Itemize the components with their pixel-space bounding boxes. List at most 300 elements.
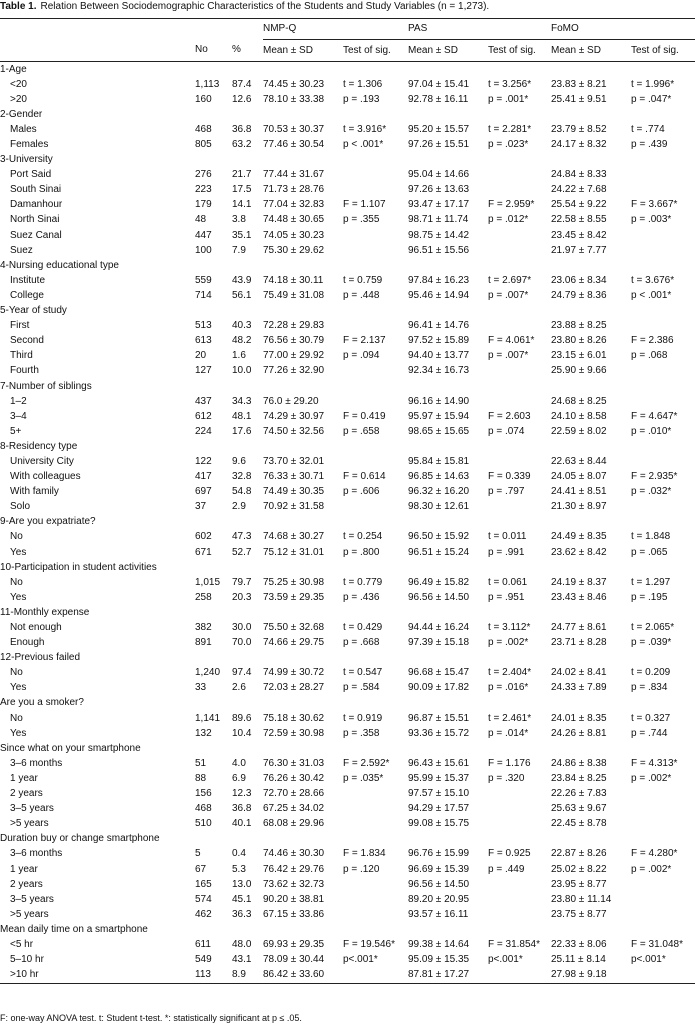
- count-cell: 132: [195, 727, 212, 739]
- fomo-mean-cell: 23.80 ± 8.26: [551, 335, 607, 347]
- fomo-mean-cell: 25.02 ± 8.22: [551, 863, 607, 875]
- row-label: >20: [10, 93, 27, 105]
- pas-mean-cell: 96.16 ± 14.90: [408, 395, 470, 407]
- pas-sig-cell: [488, 500, 551, 515]
- pas-sig-cell: p = .002*: [488, 637, 529, 649]
- fomo-sig-cell: p = .744: [631, 727, 668, 739]
- row-label: No: [10, 531, 23, 543]
- row-label: 3–4: [10, 410, 27, 422]
- nmpq-sig-cell: [343, 968, 408, 984]
- percent-cell: 48.1: [232, 410, 252, 422]
- nmpq-mean-cell: 71.73 ± 28.76: [263, 184, 325, 196]
- pas-sig-cell: [488, 183, 551, 198]
- category-label: 3-University: [0, 154, 53, 166]
- table-row: [0, 122, 695, 137]
- pas-mean-cell: 95.84 ± 15.81: [408, 455, 470, 467]
- pas-mean-cell: 98.71 ± 11.74: [408, 214, 469, 226]
- pas-sig-cell: p = .320: [488, 772, 525, 784]
- percent-cell: 17.6: [232, 425, 252, 437]
- results-table: [0, 18, 695, 984]
- table-row: [0, 787, 695, 802]
- count-cell: 51: [195, 757, 207, 769]
- fomo-sig-cell: [631, 394, 695, 409]
- table-row: [0, 937, 695, 952]
- table-row: [0, 968, 695, 984]
- pas-sig-cell: t = 2.281*: [488, 123, 532, 135]
- nmpq-mean-cell: 78.10 ± 33.38: [263, 93, 325, 105]
- nmpq-sig-cell: p = .448: [343, 289, 380, 301]
- fomo-mean-cell: 22.33 ± 8.06: [551, 938, 607, 950]
- category-label: 9-Are you expatriate?: [0, 516, 96, 528]
- category-label: Duration buy or change smartphone: [0, 833, 160, 845]
- nmpq-mean-cell: 74.18 ± 30.11: [263, 274, 324, 286]
- count-cell: 276: [195, 169, 212, 181]
- category-label: Mean daily time on a smartphone: [0, 923, 148, 935]
- nmpq-sig-cell: t = 1.306: [343, 78, 383, 90]
- percent-cell: 21.7: [232, 169, 252, 181]
- pas-mean-cell: 96.76 ± 15.99: [408, 848, 470, 860]
- table-row: [0, 862, 695, 877]
- nmpq-sig-cell: p = .606: [343, 486, 380, 498]
- pas-sig-cell: [488, 968, 551, 984]
- header-col-row: [0, 40, 695, 62]
- nmpq-sig-cell: p = .668: [343, 637, 380, 649]
- pas-sig-cell: F = 0.925: [488, 848, 531, 860]
- table-row: [0, 424, 695, 439]
- table-row: [0, 636, 695, 651]
- row-label: Suez: [10, 244, 33, 256]
- category-label: 10-Participation in student activities: [0, 561, 157, 573]
- percent-cell: 2.6: [232, 682, 246, 694]
- pas-sig-cell: t = 2.697*: [488, 274, 532, 286]
- count-cell: 258: [195, 591, 212, 603]
- nmpq-sig-cell: [343, 364, 408, 379]
- table-row: [0, 454, 695, 469]
- fomo-sig-cell: p = .039*: [631, 637, 672, 649]
- fomo-mean-cell: 24.19 ± 8.37: [551, 576, 607, 588]
- nmpq-sig-cell: [343, 319, 408, 334]
- nmpq-mean-cell: 75.50 ± 32.68: [263, 622, 325, 634]
- fomo-sig-cell: p = .032*: [631, 486, 672, 498]
- fomo-mean-cell: 24.77 ± 8.61: [551, 622, 607, 634]
- fomo-sig-cell: [631, 787, 695, 802]
- fomo-mean-cell: 22.63 ± 8.44: [551, 455, 607, 467]
- row-label: 1 year: [10, 863, 38, 875]
- table-row: [0, 470, 695, 485]
- col-header-mean-pas: Mean ± SD: [408, 40, 488, 62]
- nmpq-sig-cell: [343, 787, 408, 802]
- nmpq-mean-cell: 76.30 ± 31.03: [263, 757, 325, 769]
- fomo-sig-cell: p = .002*: [631, 863, 672, 875]
- count-cell: 88: [195, 772, 207, 784]
- col-header-pct: %: [232, 40, 263, 62]
- pas-sig-cell: F = 0.339: [488, 471, 531, 483]
- pas-sig-cell: p = .797: [488, 486, 525, 498]
- percent-cell: 36.3: [232, 908, 252, 920]
- nmpq-mean-cell: 76.33 ± 30.71: [263, 471, 325, 483]
- fomo-sig-cell: p = .195: [631, 591, 668, 603]
- pas-sig-cell: p = .074: [488, 425, 525, 437]
- table-row: [0, 892, 695, 907]
- row-label: 3–5 years: [10, 803, 54, 815]
- pas-mean-cell: 96.50 ± 15.92: [408, 531, 470, 543]
- pas-mean-cell: 94.29 ± 17.57: [408, 803, 470, 815]
- percent-cell: 7.9: [232, 244, 246, 256]
- nmpq-sig-cell: t = 3.916*: [343, 123, 387, 135]
- table-row: [0, 243, 695, 258]
- fomo-mean-cell: 24.33 ± 7.89: [551, 682, 607, 694]
- nmpq-sig-cell: [343, 454, 408, 469]
- fomo-sig-cell: [631, 817, 695, 832]
- fomo-mean-cell: 24.84 ± 8.33: [551, 169, 607, 181]
- count-cell: 462: [195, 908, 212, 920]
- count-cell: 510: [195, 818, 212, 830]
- nmpq-mean-cell: 73.70 ± 32.01: [263, 455, 325, 467]
- pas-mean-cell: 95.97 ± 15.94: [408, 410, 470, 422]
- pas-mean-cell: 97.04 ± 15.41: [408, 78, 470, 90]
- category-label: Since what on your smartphone: [0, 742, 141, 754]
- fomo-sig-cell: [631, 968, 695, 984]
- table-row: [0, 183, 695, 198]
- category-row: [0, 605, 695, 620]
- fomo-mean-cell: 23.06 ± 8.34: [551, 274, 607, 286]
- percent-cell: 40.3: [232, 320, 252, 332]
- row-label: Fourth: [10, 365, 39, 377]
- category-label: 8-Residency type: [0, 440, 78, 452]
- row-label: >10 hr: [0, 968, 195, 984]
- pas-mean-cell: 92.78 ± 16.11: [408, 93, 469, 105]
- row-label: Suez Canal: [10, 229, 62, 241]
- percent-cell: 30.0: [232, 622, 252, 634]
- pas-mean-cell: 97.39 ± 15.18: [408, 637, 470, 649]
- row-label: Males: [10, 123, 37, 135]
- table-row: [0, 92, 695, 107]
- fomo-mean-cell: 23.75 ± 8.77: [551, 908, 607, 920]
- count-cell: 1,240: [195, 667, 221, 679]
- fomo-mean-cell: 23.84 ± 8.25: [551, 772, 607, 784]
- nmpq-sig-cell: [343, 892, 408, 907]
- row-label: North Sinai: [10, 214, 60, 226]
- nmpq-mean-cell: 74.46 ± 30.30: [263, 848, 325, 860]
- pas-mean-cell: 97.52 ± 15.89: [408, 335, 470, 347]
- nmpq-sig-cell: F = 1.107: [343, 199, 386, 211]
- category-row: [0, 651, 695, 666]
- row-label: No: [10, 667, 23, 679]
- row-label: >5 years: [10, 818, 49, 830]
- pas-sig-cell: [488, 454, 551, 469]
- percent-cell: 70.0: [232, 637, 252, 649]
- fomo-sig-cell: F = 2.935*: [631, 471, 678, 483]
- nmpq-mean-cell: 74.68 ± 30.27: [263, 531, 325, 543]
- table-row: [0, 485, 695, 500]
- nmpq-sig-cell: [343, 394, 408, 409]
- percent-cell: 12.6: [232, 93, 252, 105]
- fomo-mean-cell: 27.98 ± 9.18: [551, 968, 631, 984]
- nmpq-mean-cell: 77.00 ± 29.92: [263, 350, 325, 362]
- nmpq-mean-cell: 73.62 ± 32.73: [263, 878, 325, 890]
- row-label: 2 years: [10, 788, 43, 800]
- count-cell: 160: [195, 93, 212, 105]
- nmpq-sig-cell: t = 0.429: [343, 622, 383, 634]
- table-row: [0, 681, 695, 696]
- fomo-sig-cell: [631, 877, 695, 892]
- row-label: >5 years: [10, 908, 49, 920]
- count-cell: 417: [195, 471, 212, 483]
- category-row: [0, 439, 695, 454]
- percent-cell: 48.0: [232, 938, 252, 950]
- category-row: [0, 741, 695, 756]
- nmpq-sig-cell: p = .358: [343, 727, 380, 739]
- count-cell: 891: [195, 637, 212, 649]
- row-label: 5–10 hr: [10, 954, 44, 966]
- row-label: Solo: [10, 501, 31, 513]
- count-cell: 113: [195, 968, 232, 984]
- pas-sig-cell: p<.001*: [488, 954, 523, 966]
- fomo-mean-cell: 24.79 ± 8.36: [551, 289, 607, 301]
- percent-cell: 8.9: [232, 968, 263, 984]
- nmpq-mean-cell: 77.04 ± 32.83: [263, 199, 325, 211]
- table-row: [0, 802, 695, 817]
- nmpq-sig-cell: [343, 243, 408, 258]
- nmpq-sig-cell: p = .800: [343, 546, 380, 558]
- table-row: [0, 817, 695, 832]
- percent-cell: 1.6: [232, 350, 246, 362]
- col-header-mean-fomo: Mean ± SD: [551, 40, 631, 62]
- nmpq-mean-cell: 72.59 ± 30.98: [263, 727, 325, 739]
- percent-cell: 36.8: [232, 123, 252, 135]
- fomo-mean-cell: 25.54 ± 9.22: [551, 199, 607, 211]
- nmpq-mean-cell: 74.05 ± 30.23: [263, 229, 325, 241]
- pas-sig-cell: [488, 319, 551, 334]
- nmpq-mean-cell: 68.08 ± 29.96: [263, 818, 325, 830]
- fomo-mean-cell: 24.10 ± 8.58: [551, 410, 607, 422]
- fomo-mean-cell: 23.15 ± 6.01: [551, 350, 607, 362]
- row-label: With family: [10, 486, 59, 498]
- nmpq-mean-cell: 77.44 ± 31.67: [263, 169, 325, 181]
- fomo-sig-cell: p = .002*: [631, 772, 672, 784]
- group-header-nmpq: NMP-Q: [263, 19, 408, 40]
- count-cell: 20: [195, 350, 207, 362]
- nmpq-sig-cell: [343, 168, 408, 183]
- count-cell: 468: [195, 123, 212, 135]
- pas-mean-cell: 99.38 ± 14.64: [408, 938, 470, 950]
- fomo-mean-cell: 25.63 ± 9.67: [551, 803, 607, 815]
- fomo-mean-cell: 23.71 ± 8.28: [551, 637, 607, 649]
- fomo-sig-cell: p = .065: [631, 546, 668, 558]
- row-label: 1 year: [10, 772, 38, 784]
- count-cell: 165: [195, 878, 212, 890]
- percent-cell: 43.9: [232, 274, 252, 286]
- pas-mean-cell: 96.56 ± 14.50: [408, 591, 470, 603]
- pas-mean-cell: 97.26 ± 13.63: [408, 184, 470, 196]
- category-label: 1-Age: [0, 63, 27, 75]
- table-row: [0, 288, 695, 303]
- row-label: No: [10, 576, 23, 588]
- fomo-sig-cell: [631, 454, 695, 469]
- fomo-sig-cell: p = .439: [631, 139, 668, 151]
- category-row: [0, 832, 695, 847]
- pas-sig-cell: F = 1.176: [488, 757, 531, 769]
- pas-mean-cell: 99.08 ± 15.75: [408, 818, 470, 830]
- percent-cell: 47.3: [232, 531, 252, 543]
- nmpq-mean-cell: 69.93 ± 29.35: [263, 938, 325, 950]
- fomo-mean-cell: 24.86 ± 8.38: [551, 757, 607, 769]
- nmpq-mean-cell: 72.70 ± 28.66: [263, 788, 325, 800]
- fomo-sig-cell: t = 1.297: [631, 576, 671, 588]
- fomo-mean-cell: 23.45 ± 8.42: [551, 229, 607, 241]
- category-row: [0, 379, 695, 394]
- fomo-sig-cell: F = 31.048*: [631, 938, 683, 950]
- row-label: Enough: [10, 637, 45, 649]
- fomo-sig-cell: [631, 168, 695, 183]
- fomo-sig-cell: t = .774: [631, 123, 665, 135]
- nmpq-sig-cell: [343, 500, 408, 515]
- fomo-mean-cell: 24.26 ± 8.81: [551, 727, 607, 739]
- count-cell: 602: [195, 531, 212, 543]
- row-label: Yes: [10, 591, 27, 603]
- percent-cell: 56.1: [232, 289, 252, 301]
- nmpq-sig-cell: t = 0.759: [343, 274, 383, 286]
- count-cell: 447: [195, 229, 212, 241]
- fomo-sig-cell: F = 4.647*: [631, 410, 678, 422]
- row-label: Not enough: [10, 622, 62, 634]
- nmpq-sig-cell: [343, 877, 408, 892]
- row-label: South Sinai: [10, 184, 62, 196]
- fomo-mean-cell: 22.45 ± 8.78: [551, 818, 607, 830]
- table-row: [0, 726, 695, 741]
- fomo-sig-cell: [631, 907, 695, 922]
- fomo-mean-cell: 25.41 ± 9.51: [551, 93, 607, 105]
- col-header-mean-nmpq: Mean ± SD: [263, 40, 343, 62]
- category-row: [0, 107, 695, 122]
- nmpq-mean-cell: 90.20 ± 38.81: [263, 893, 325, 905]
- row-label: 3–6 months: [10, 757, 63, 769]
- pas-sig-cell: p = .001*: [488, 93, 529, 105]
- pas-mean-cell: 96.51 ± 15.24: [408, 546, 470, 558]
- category-row: [0, 153, 695, 168]
- table-row: [0, 771, 695, 786]
- pas-mean-cell: 96.43 ± 15.61: [408, 757, 470, 769]
- pas-mean-cell: 96.87 ± 15.51: [408, 712, 470, 724]
- pas-mean-cell: 95.46 ± 14.94: [408, 289, 470, 301]
- count-cell: 100: [195, 244, 212, 256]
- nmpq-sig-cell: t = 0.919: [343, 712, 383, 724]
- table-row: [0, 168, 695, 183]
- table-row: [0, 575, 695, 590]
- fomo-sig-cell: [631, 183, 695, 198]
- nmpq-mean-cell: 75.12 ± 31.01: [263, 546, 325, 558]
- pas-mean-cell: 96.69 ± 15.39: [408, 863, 470, 875]
- nmpq-mean-cell: 72.03 ± 28.27: [263, 682, 325, 694]
- pas-mean-cell: 94.40 ± 13.77: [408, 350, 470, 362]
- nmpq-sig-cell: p = .035*: [343, 772, 384, 784]
- pas-mean-cell: 98.30 ± 12.61: [408, 501, 470, 513]
- category-label: 11-Monthly expense: [0, 606, 90, 618]
- table-row: [0, 409, 695, 424]
- pas-mean-cell: 96.41 ± 14.76: [408, 320, 470, 332]
- nmpq-mean-cell: 76.26 ± 30.42: [263, 772, 325, 784]
- row-label: Yes: [10, 727, 27, 739]
- count-cell: 697: [195, 486, 212, 498]
- row-label: Second: [10, 335, 44, 347]
- table-row: [0, 213, 695, 228]
- fomo-sig-cell: t = 1.996*: [631, 78, 675, 90]
- fomo-sig-cell: F = 4.280*: [631, 848, 678, 860]
- pas-sig-cell: t = 2.404*: [488, 667, 532, 679]
- nmpq-mean-cell: 75.18 ± 30.62: [263, 712, 325, 724]
- row-label: University City: [10, 455, 74, 467]
- nmpq-sig-cell: p<.001*: [343, 954, 378, 966]
- table-row: [0, 877, 695, 892]
- percent-cell: 89.6: [232, 712, 252, 724]
- pas-sig-cell: [488, 802, 551, 817]
- fomo-sig-cell: F = 2.386: [631, 335, 674, 347]
- nmpq-sig-cell: [343, 228, 408, 243]
- row-label: 3–5 years: [10, 893, 54, 905]
- pas-sig-cell: p = .023*: [488, 139, 529, 151]
- pas-sig-cell: [488, 228, 551, 243]
- count-cell: 574: [195, 893, 212, 905]
- nmpq-mean-cell: 77.26 ± 32.90: [263, 365, 325, 377]
- table-row: [0, 500, 695, 515]
- pas-sig-cell: [488, 394, 551, 409]
- pas-mean-cell: 89.20 ± 20.95: [408, 893, 470, 905]
- nmpq-sig-cell: t = 0.254: [343, 531, 383, 543]
- fomo-sig-cell: t = 2.065*: [631, 622, 675, 634]
- fomo-sig-cell: p < .001*: [631, 289, 672, 301]
- fomo-sig-cell: [631, 243, 695, 258]
- table-caption: [0, 1, 489, 12]
- pas-sig-cell: [488, 168, 551, 183]
- pas-sig-cell: t = 3.256*: [488, 78, 532, 90]
- pas-sig-cell: [488, 364, 551, 379]
- fomo-sig-cell: [631, 802, 695, 817]
- row-label: 1–2: [10, 395, 27, 407]
- count-cell: 33: [195, 682, 207, 694]
- pas-mean-cell: 96.51 ± 15.56: [408, 244, 470, 256]
- count-cell: 1,015: [195, 576, 221, 588]
- fomo-sig-cell: p = .068: [631, 350, 668, 362]
- count-cell: 559: [195, 274, 212, 286]
- fomo-mean-cell: 24.02 ± 8.41: [551, 667, 607, 679]
- percent-cell: 14.1: [232, 199, 252, 211]
- nmpq-mean-cell: 74.49 ± 30.35: [263, 486, 325, 498]
- nmpq-mean-cell: 72.28 ± 29.83: [263, 320, 325, 332]
- category-label: 5-Year of study: [0, 305, 67, 317]
- caption-text: Relation Between Sociodemographic Characteristics of the Students and Study Variables (n = 1,273).: [40, 1, 490, 12]
- category-label: 4-Nursing educational type: [0, 259, 119, 271]
- table-row: [0, 349, 695, 364]
- nmpq-sig-cell: t = 0.779: [343, 576, 383, 588]
- percent-cell: 10.4: [232, 727, 252, 739]
- nmpq-mean-cell: 75.30 ± 29.62: [263, 244, 325, 256]
- pas-mean-cell: 95.99 ± 15.37: [408, 772, 470, 784]
- row-label: Port Said: [10, 169, 52, 181]
- row-label: Institute: [10, 274, 46, 286]
- table-row: [0, 228, 695, 243]
- pas-mean-cell: 95.20 ± 15.57: [408, 123, 470, 135]
- table-row: [0, 545, 695, 560]
- pas-mean-cell: 97.57 ± 15.10: [408, 788, 470, 800]
- nmpq-sig-cell: p = .355: [343, 214, 380, 226]
- fomo-sig-cell: p = .010*: [631, 425, 672, 437]
- col-header-sig-nmpq: Test of sig.: [343, 40, 408, 62]
- percent-cell: 12.3: [232, 788, 252, 800]
- count-cell: 468: [195, 803, 212, 815]
- fomo-sig-cell: p = .834: [631, 682, 668, 694]
- fomo-sig-cell: [631, 228, 695, 243]
- pas-mean-cell: 96.32 ± 16.20: [408, 486, 470, 498]
